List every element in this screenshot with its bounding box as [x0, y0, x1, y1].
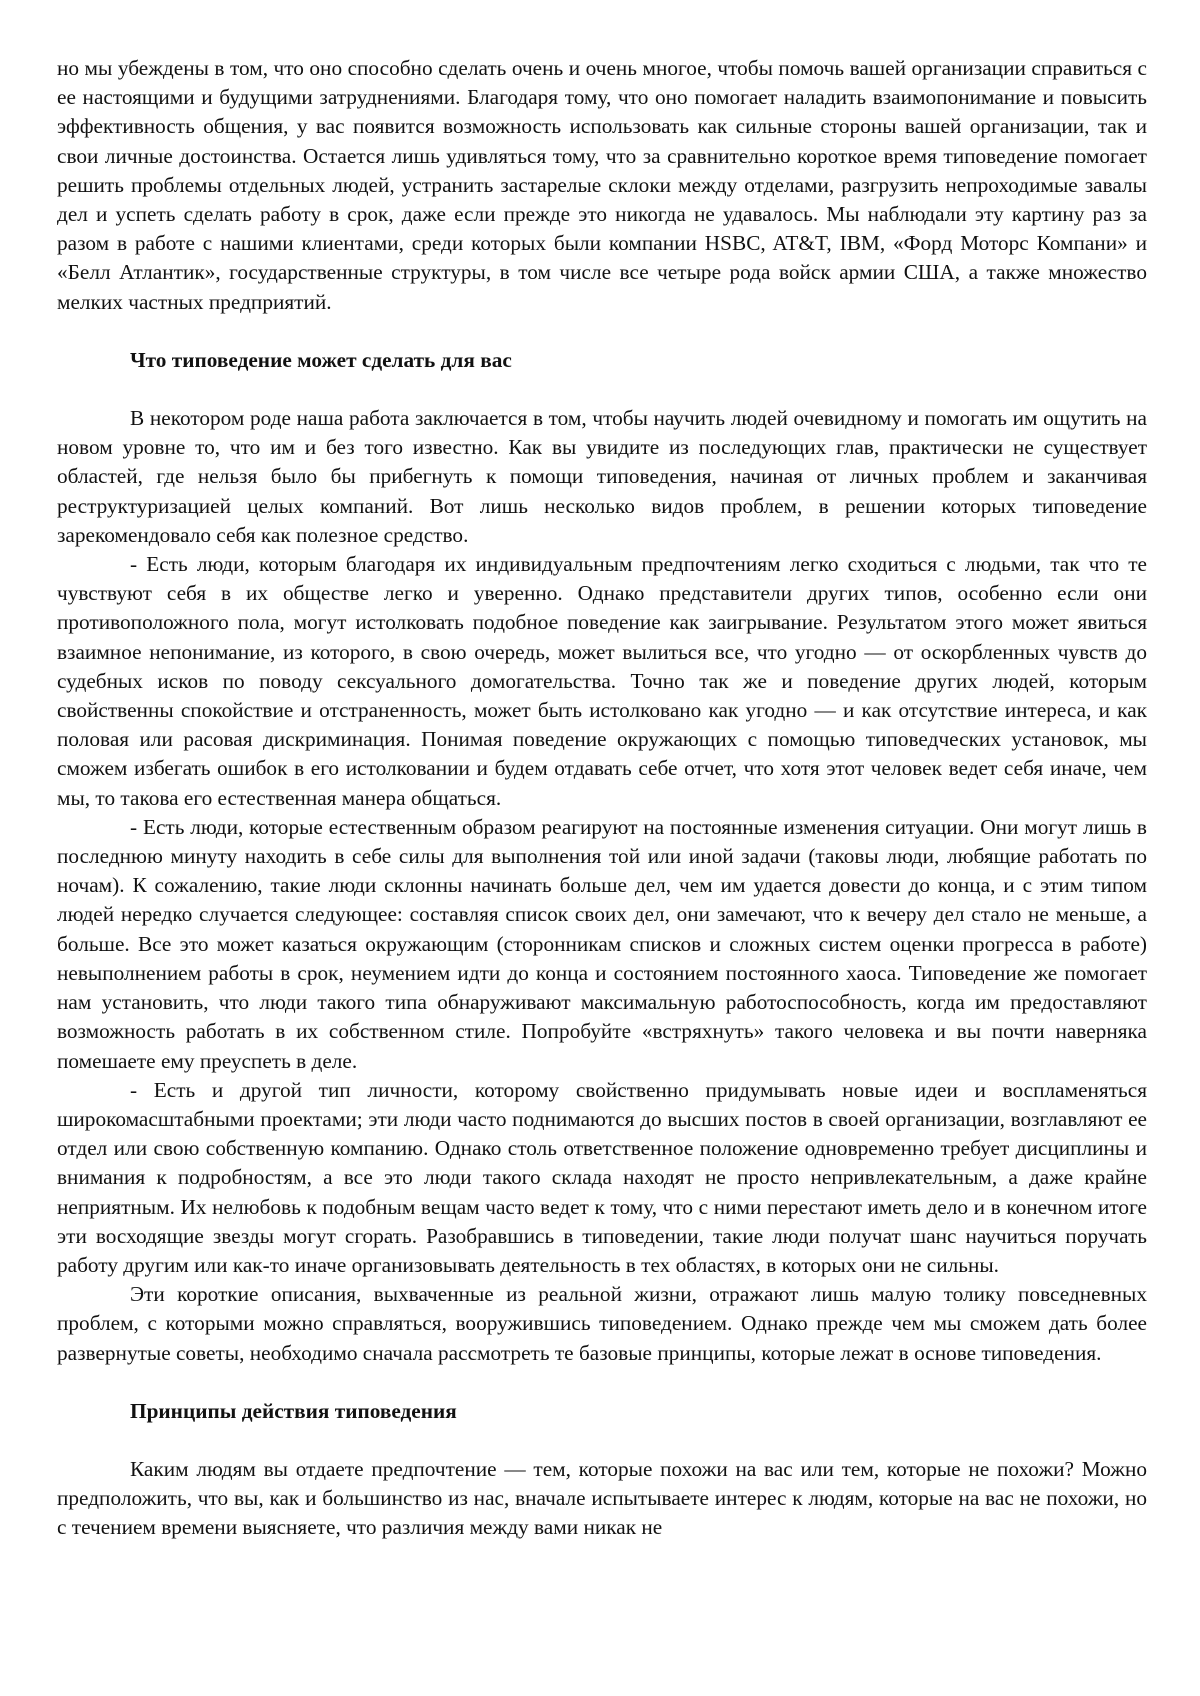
paragraph-principles-intro: Каким людям вы отдаете предпочтение — тем, которые похожи на вас или тем, которые не похожи? Можно предположить, что вы, как и большинство из нас, вначале испытываете интерес к людям, которые на вас не похожи, но с течением времени выясняете, что различия между вами никак не	[57, 1456, 1147, 1540]
section-heading-what-typewatching-can-do: Что типоведение может сделать для вас	[130, 347, 512, 372]
paragraph-section-intro: В некотором роде наша работа заключается в том, чтобы научить людей очевидному и помогать им ощутить на новом уровне то, что им и без того известно. Как вы увидите из последующих глав, практически не существует областей, где нельзя было бы прибегнуть к помощи типоведения, начиная от личных проблем и заканчивая реструктуризацией целых компаний. Вот лишь несколько видов проблем, в решении которых типоведение зарекомендовало себя как полезное средство.	[57, 406, 1147, 547]
document-page	[57, 54, 1147, 1543]
paragraph-intro: но мы убеждены в том, что оно способно сделать очень и очень многое, чтобы помочь вашей организации справиться с ее настоящими и будущими затруднениями. Благодаря тому, что оно помогает наладить взаимопонимание и повысить эффективность общения, у вас появится возможность использовать как сильные стороны вашей организации, так и свои личные достоинства. Остается лишь удивляться тому, что за сравнительно короткое время типоведение помогает решить проблемы отдельных людей, устранить застарелые склоки между отделами, разгрузить непроходимые завалы дел и успеть сделать работу в срок, даже если прежде это никогда не удавалось. Мы наблюдали эту картину раз за разом в работе с нашими клиентами, среди которых были компании HSBC, AT&T, IBM, «Форд Моторс Компани» и «Белл Атлантик», государственные структуры, в том числе все четыре рода войск армии США, а также множество мелких частных предприятий.	[57, 56, 1147, 314]
paragraph-summary: Эти короткие описания, выхваченные из реальной жизни, отражают лишь малую толику повседневных проблем, с которыми можно справляться, вооружившись типоведением. Однако прежде чем мы сможем дать более развернутые советы, необходимо сначала рассмотреть те базовые принципы, которые лежат в основе типоведения.	[57, 1282, 1147, 1365]
section-heading-principles: Принципы действия типоведения	[130, 1398, 457, 1423]
paragraph-example-ideas: - Есть и другой тип личности, которому свойственно придумывать новые идеи и воспламеняться широкомасштабными проектами; эти люди часто поднимаются до высших постов в своей организации, возглавляют ее отдел или свою собственную компанию. Однако столь ответственное положение одновременно требует дисциплины и внимания к подробностям, а все это люди такого склада находят не просто непривлекательным, а даже крайне неприятным. Их нелюбовь к подобным вещам часто ведет к тому, что с ними перестают иметь дело и в конечном итоге эти восходящие звезды могут сгорать. Разобравшись в типоведении, такие люди получат шанс научиться поручать работу другим или как-то иначе организовывать деятельность в тех областях, в которых они не сильны.	[57, 1077, 1147, 1277]
paragraph-example-sociable: - Есть люди, которым благодаря их индивидуальным предпочтениям легко сходиться с людьми, так что те чувствуют себя в их обществе легко и уверенно. Однако представители других типов, особенно если они противоположного пола, могут истолковать подобное поведение как заигрывание. Результатом этого может явиться взаимное непонимание, из которого, в свою очередь, может вылиться все, что угодно — от оскорбленных чувств до судебных исков по поводу сексуального домогательства. Точно так же и поведение других людей, которым свойственны спокойствие и отстраненность, может быть истолковано как угодно — и как отсутствие интереса, и как половая или расовая дискриминация. Понимая поведение окружающих с помощью типоведческих установок, мы сможем избегать ошибок в его истолковании и будем отдавать себе отчет, что хотя этот человек ведет себя иначе, чем мы, то такова его естественная манера общаться.	[57, 552, 1147, 810]
paragraph-example-last-minute: - Есть люди, которые естественным образом реагируют на постоянные изменения ситуации. Они могут лишь в последнюю минуту находить в себе силы для выполнения той или иной задачи (таковы люди, любящие работать по ночам). К сожалению, такие люди склонны начинать больше дел, чем им удается довести до конца, и с этим типом людей нередко случается следующее: составляя список своих дел, они замечают, что к вечеру дел стало не меньше, а больше. Все это может казаться окружающим (сторонникам списков и сложных систем оценки прогресса в работе) невыполнением работы в срок, неумением идти до конца и состоянием постоянного хаоса. Типоведение же помогает нам установить, что люди такого типа обнаруживают максимальную работоспособность, когда им предоставляют возможность работать в их собственном стиле. Попробуйте «встряхнуть» такого человека и вы почти наверняка помешаете ему преуспеть в деле.	[57, 814, 1147, 1073]
